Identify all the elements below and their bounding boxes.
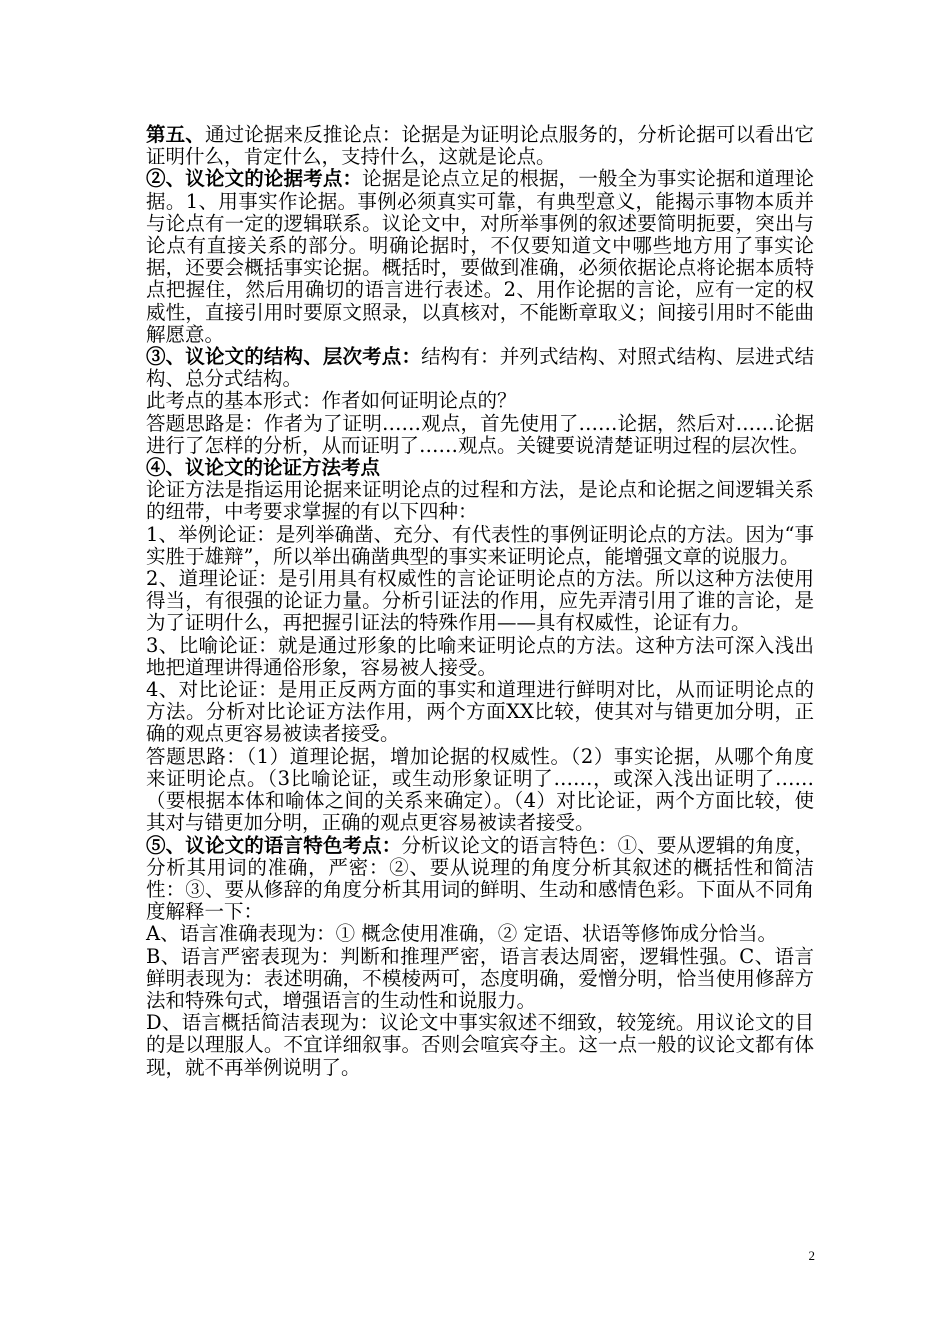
- paragraph-3-heading: ③、议论文的结构、层次考点：: [146, 345, 422, 369]
- paragraph-15: [146, 946, 814, 1013]
- paragraph-8-text: 1、举例论证：是列举确凿、充分、有代表性的事例证明论点的方法。因为“事实胜于雄辩”，所以举出确凿典型的事实来证明论点，能增强文章的说服力。: [146, 522, 814, 568]
- paragraph-11: [146, 679, 814, 746]
- paragraph-12: [146, 746, 814, 835]
- paragraph-4-text: 此考点的基本形式：作者如何证明论点的？: [146, 389, 517, 413]
- paragraph-9: [146, 568, 814, 635]
- paragraph-3-text: 结构有：并列式结构、对照式结构、层进式结构、总分式结构。: [146, 345, 814, 391]
- paragraph-4: [146, 390, 814, 412]
- paragraph-2-text: 论据是论点立足的根据，一般全为事实论据和道理论据。1、用事实作论据。事例必须真实可靠，有典型意义，能揭示事物本质并与论点有一定的逻辑联系。议论文中，对所举事例的叙述要简明扼要，突出与论点有直接关系的部分。明确论据时，不仅要知道文中哪些地方用了事实论据，还要会概括事实论据。概括时，要做到准确，必须依据论点将论据本质特点把握住，然后用确切的语言进行表述。2、用作论据的言论，应有一定的权威性，直接引用时要原文照录，以真核对，不能断章取义；间接引用时不能曲解愿意。: [146, 167, 814, 346]
- paragraph-13-text: 分析议论文的语言特色：①、要从逻辑的角度，分析其用词的准确，严密：②、要从说理的角度分析其叙述的概括性和简洁性：③、要从修辞的角度分析其用词的鲜明、生动和感情色彩。下面从不同角度解释一下：: [146, 833, 814, 924]
- paragraph-16: [146, 1012, 814, 1079]
- page-number: 2: [808, 1248, 815, 1263]
- paragraph-1: [146, 124, 814, 168]
- paragraph-13: [146, 835, 814, 924]
- paragraph-7: [146, 479, 814, 523]
- paragraph-10: [146, 635, 814, 679]
- paragraph-11-text: 4、对比论证：是用正反两方面的事实和道理进行鲜明对比，从而证明论点的方法。分析对比论证方法作用，两个方面XX比较，使其对与错更加分明，正确的观点更容易被读者接受。: [146, 678, 814, 746]
- paragraph-8: [146, 524, 814, 568]
- paragraph-15-text: B、语言严密表现为：判断和推理严密，语言表达周密，逻辑性强。C、语言鲜明表现为：表述明确，不模棱两可，态度明确，爱憎分明，恰当使用修辞方法和特殊句式，增强语言的生动性和说服力。: [146, 944, 814, 1012]
- paragraph-10-text: 3、比喻论证：就是通过形象的比喻来证明论点的方法。这种方法可深入浅出地把道理讲得通俗形象，容易被人接受。: [146, 633, 814, 679]
- paragraph-12-text: 答题思路：（1）道理论据，增加论据的权威性。（2）事实论据，从哪个角度来证明论点。（3比喻论证，或生动形象证明了……，或深入浅出证明了……（要根据本体和喻体之间的关系来确定）。（4）对比论证，两个方面比较，使其对与错更加分明，正确的观点更容易被读者接受。: [146, 744, 814, 835]
- paragraph-5-text: 答题思路是：作者为了证明……观点，首先使用了……论据，然后对……论据进行了怎样的分析，从而证明了……观点。关键要说清楚证明过程的层次性。: [146, 411, 814, 457]
- paragraph-1-heading: 第五、: [146, 123, 205, 146]
- paragraph-7-text: 论证方法是指运用论据来证明论点的过程和方法，是论点和论据之间逻辑关系的纽带，中考要求掌握的有以下四种：: [146, 478, 814, 524]
- paragraph-2: [146, 168, 814, 346]
- paragraph-3: [146, 346, 814, 390]
- paragraph-13-heading: ⑤、议论文的语言特色考点：: [146, 833, 402, 857]
- paragraph-2-heading: ②、议论文的论据考点：: [146, 167, 363, 191]
- paragraph-5: [146, 413, 814, 457]
- paragraph-14-text: A、语言准确表现为：① 概念使用准确，② 定语、状语等修饰成分恰当。: [146, 922, 777, 946]
- paragraph-14: [146, 923, 814, 945]
- paragraph-6: [146, 457, 814, 479]
- paragraph-16-text: D、语言概括简洁表现为：议论文中事实叙述不细致，较笼统。用议论文的目的是以理服人。不宜详细叙事。否则会喧宾夺主。这一点一般的议论文都有体现，就不再举例说明了。: [146, 1011, 814, 1079]
- paragraph-1-text: 通过论据来反推论点：论据是为证明论点服务的，分析论据可以看出它证明什么，肯定什么，支持什么，这就是论点。: [146, 123, 814, 169]
- paragraph-9-text: 2、道理论证：是引用具有权威性的言论证明论点的方法。所以这种方法使用得当，有很强的论证力量。分析引证法的作用，应先弄清引用了谁的言论，是为了证明什么，再把握引证法的特殊作用——具有权威性，论证有力。: [146, 567, 814, 635]
- paragraph-6-heading: ④、议论文的论证方法考点: [146, 456, 381, 480]
- body-text: [146, 124, 814, 1079]
